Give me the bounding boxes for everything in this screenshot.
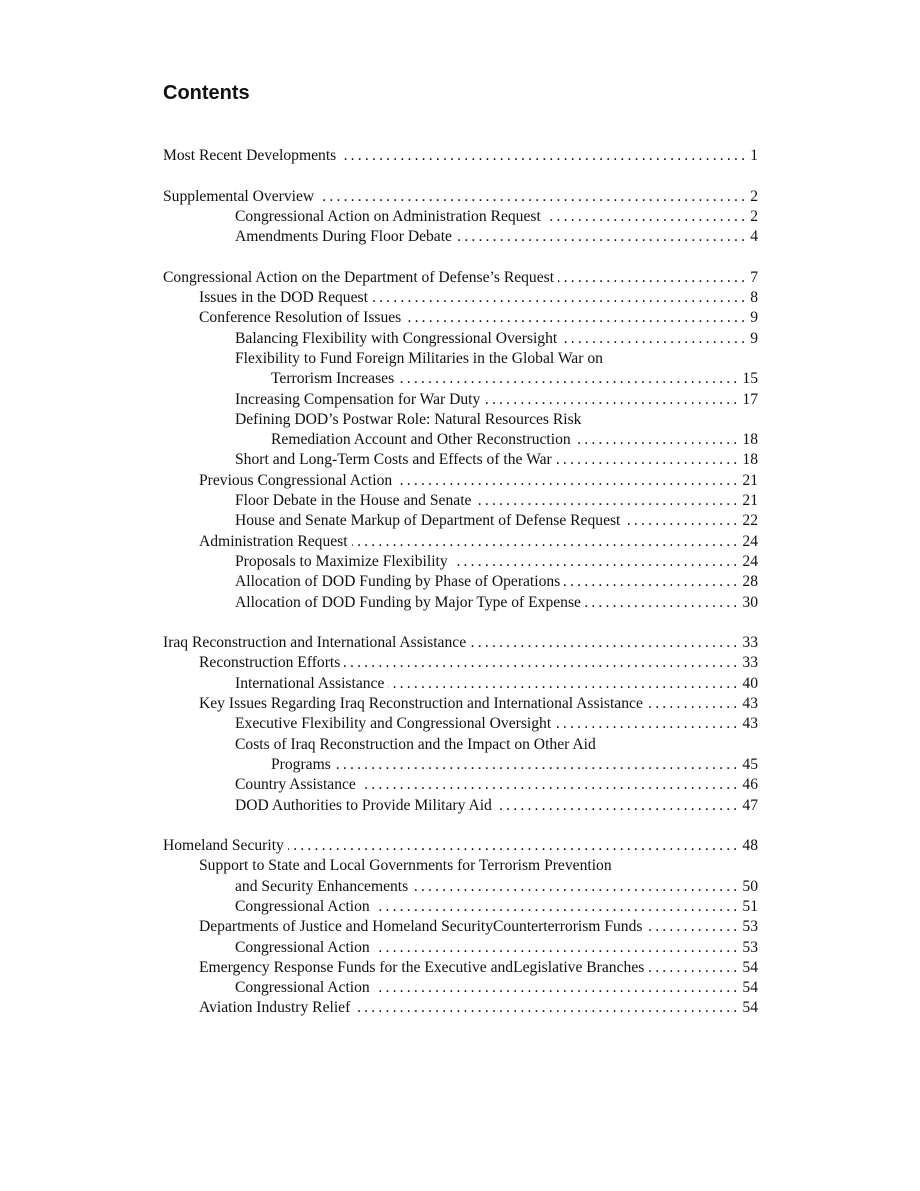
dot-leader bbox=[340, 146, 748, 166]
toc-entry-title: Conference Resolution of Issues bbox=[199, 309, 402, 327]
toc-entry-title: Departments of Justice and Homeland SecurityCounterterrorism Funds bbox=[199, 918, 643, 936]
dot-leader bbox=[344, 653, 740, 673]
toc-entry-page: 53 bbox=[742, 938, 758, 956]
toc-entry-title: Reconstruction Efforts bbox=[199, 654, 341, 672]
toc-entry-title: and Security Enhancements bbox=[235, 877, 409, 895]
dot-leader bbox=[374, 978, 741, 998]
dot-leader bbox=[585, 593, 740, 613]
toc-entry-page: 54 bbox=[742, 958, 758, 976]
dot-leader bbox=[575, 430, 741, 450]
toc-entry-page: 8 bbox=[750, 289, 758, 307]
table-of-contents bbox=[163, 146, 758, 1019]
dot-leader bbox=[360, 775, 741, 795]
toc-entry-page: 4 bbox=[750, 228, 758, 246]
toc-entry-page: 15 bbox=[742, 370, 758, 388]
toc-entry[interactable] bbox=[163, 227, 758, 247]
toc-entry[interactable] bbox=[163, 958, 758, 978]
dot-leader bbox=[646, 917, 740, 937]
toc-entry-title: Congressional Action bbox=[235, 938, 370, 956]
toc-entry-title: Congressional Action on the Department of Defense’s Request bbox=[163, 268, 555, 286]
toc-entry-page: 46 bbox=[742, 776, 758, 794]
toc-entry-title: DOD Authorities to Provide Military Aid bbox=[235, 796, 492, 814]
toc-entry-page: 33 bbox=[742, 634, 758, 652]
toc-entry-page: 43 bbox=[742, 715, 758, 733]
dot-leader bbox=[318, 187, 748, 207]
toc-entry[interactable] bbox=[163, 897, 758, 917]
toc-entry[interactable] bbox=[163, 796, 758, 816]
toc-entry-page: 43 bbox=[742, 695, 758, 713]
dot-leader bbox=[561, 329, 748, 349]
dot-leader bbox=[475, 491, 740, 511]
toc-entry[interactable] bbox=[163, 268, 758, 288]
dot-leader bbox=[555, 714, 740, 734]
toc-entry-title: Terrorism Increases bbox=[271, 370, 395, 388]
toc-entry[interactable] bbox=[163, 694, 758, 714]
toc-entry-title: Supplemental Overview bbox=[163, 187, 315, 205]
toc-entry-page: 21 bbox=[742, 471, 758, 489]
dot-leader bbox=[624, 511, 740, 531]
toc-entry-title: Most Recent Developments bbox=[163, 147, 337, 164]
toc-entry-title: Increasing Compensation for War Duty bbox=[235, 390, 481, 408]
toc-entry-page: 24 bbox=[742, 532, 758, 550]
toc-entry-page: 9 bbox=[750, 329, 758, 347]
toc-entry-page: 2 bbox=[750, 187, 758, 205]
toc-entry[interactable] bbox=[163, 471, 758, 491]
toc-entry-title: Congressional Action on Administration Request bbox=[235, 207, 541, 225]
toc-entry[interactable] bbox=[163, 532, 758, 552]
toc-entry-title: Amendments During Floor Debate bbox=[235, 228, 452, 246]
toc-entry-title: Executive Flexibility and Congressional Oversight bbox=[235, 715, 552, 733]
toc-entry-page: 50 bbox=[742, 877, 758, 895]
toc-entry-title: Allocation of DOD Funding by Phase of Operations bbox=[235, 573, 561, 591]
toc-entry[interactable] bbox=[163, 450, 758, 470]
dot-leader bbox=[374, 897, 741, 917]
toc-entry-title: House and Senate Markup of Department of Defense Request bbox=[235, 512, 621, 530]
toc-entry-page: 51 bbox=[742, 897, 758, 915]
toc-entry-title: Allocation of DOD Funding by Major Type of Expense bbox=[235, 593, 581, 611]
toc-entry[interactable] bbox=[163, 674, 758, 694]
dot-leader bbox=[484, 390, 740, 410]
toc-entry-page: 47 bbox=[742, 796, 758, 814]
toc-entry[interactable] bbox=[163, 187, 758, 207]
toc-entry-page: 7 bbox=[750, 268, 758, 286]
toc-entry-title: Aviation Industry Relief bbox=[199, 999, 351, 1017]
toc-entry-title: Emergency Response Funds for the Executive andLegislative Branches bbox=[199, 958, 645, 976]
toc-entry-title: International Assistance bbox=[235, 674, 385, 692]
toc-entry-page: 28 bbox=[742, 573, 758, 591]
toc-entry[interactable] bbox=[163, 714, 758, 734]
dot-leader bbox=[647, 694, 741, 714]
toc-entry-page: 45 bbox=[742, 755, 758, 773]
dot-leader bbox=[396, 471, 740, 491]
toc-entry[interactable] bbox=[163, 430, 758, 450]
toc-entry[interactable] bbox=[163, 308, 758, 328]
toc-entry-title: Administration Request bbox=[199, 532, 348, 550]
dot-leader bbox=[496, 796, 741, 816]
toc-entry[interactable] bbox=[163, 369, 758, 389]
dot-leader bbox=[412, 877, 740, 897]
toc-entry-page: 9 bbox=[750, 309, 758, 327]
toc-entry[interactable] bbox=[163, 998, 758, 1018]
toc-entry-title: Iraq Reconstruction and International Assistance bbox=[163, 634, 467, 652]
toc-entry[interactable] bbox=[163, 491, 758, 511]
toc-entry-page: 24 bbox=[742, 552, 758, 570]
toc-entry[interactable] bbox=[163, 938, 758, 958]
toc-entry[interactable] bbox=[163, 390, 758, 410]
dot-leader bbox=[564, 572, 740, 592]
dot-leader bbox=[335, 755, 741, 775]
toc-entry[interactable] bbox=[163, 633, 758, 653]
toc-entry-page: 33 bbox=[742, 654, 758, 672]
toc-entry[interactable] bbox=[163, 329, 758, 349]
toc-entry[interactable] bbox=[163, 572, 758, 592]
toc-entry-title: Previous Congressional Action bbox=[199, 471, 393, 489]
toc-entry-page: 1 bbox=[750, 147, 758, 164]
toc-entry[interactable] bbox=[163, 288, 758, 308]
toc-entry-title: Programs bbox=[271, 755, 331, 773]
toc-entry[interactable] bbox=[163, 755, 758, 775]
toc-entry[interactable] bbox=[163, 207, 758, 227]
dot-leader bbox=[352, 532, 741, 552]
page-title: Contents bbox=[163, 82, 250, 104]
toc-entry-page: 17 bbox=[742, 390, 758, 408]
toc-entry-page: 18 bbox=[742, 431, 758, 449]
toc-entry-page: 54 bbox=[742, 999, 758, 1017]
toc-entry[interactable] bbox=[163, 552, 758, 572]
toc-entry-title: Proposals to Maximize Flexibility bbox=[235, 552, 448, 570]
toc-entry-page: 21 bbox=[742, 492, 758, 510]
toc-entry[interactable] bbox=[163, 653, 758, 673]
toc-entry[interactable] bbox=[163, 877, 758, 897]
toc-entry[interactable] bbox=[163, 511, 758, 531]
toc-entry[interactable] bbox=[163, 775, 758, 795]
toc-entry[interactable] bbox=[163, 978, 758, 998]
toc-entry-title: Key Issues Regarding Iraq Reconstruction and International Assistance bbox=[199, 695, 643, 713]
toc-entry-page: 30 bbox=[742, 593, 758, 611]
toc-entry-page: 18 bbox=[742, 451, 758, 469]
toc-entry-title: Country Assistance bbox=[235, 776, 356, 794]
toc-entry-page: 22 bbox=[742, 512, 758, 530]
toc-entry-title-line1[interactable]: Flexibility to Fund Foreign Militaries in the Global War on bbox=[235, 349, 603, 367]
toc-entry-page: 48 bbox=[742, 837, 758, 855]
toc-entry-title: Congressional Action bbox=[235, 979, 370, 997]
toc-entry-title-line1[interactable]: Costs of Iraq Reconstruction and the Impact on Other Aid bbox=[235, 735, 596, 753]
toc-entry-title-line1[interactable]: Support to State and Local Governments for Terrorism Prevention bbox=[199, 857, 612, 875]
dot-leader bbox=[372, 288, 748, 308]
dot-leader bbox=[545, 207, 748, 227]
toc-entry[interactable] bbox=[163, 593, 758, 613]
dot-leader bbox=[470, 633, 740, 653]
toc-entry-title: Homeland Security bbox=[163, 837, 284, 855]
toc-entry-title: Short and Long-Term Costs and Effects of the War bbox=[235, 451, 552, 469]
toc-entry-page: 53 bbox=[742, 918, 758, 936]
dot-leader bbox=[374, 938, 741, 958]
toc-entry-page: 2 bbox=[750, 207, 758, 225]
dot-leader bbox=[398, 369, 740, 389]
dot-leader bbox=[648, 958, 740, 978]
toc-entry-title-line1[interactable]: Defining DOD’s Postwar Role: Natural Resources Risk bbox=[235, 410, 582, 428]
toc-entry-title: Balancing Flexibility with Congressional Oversight bbox=[235, 329, 558, 347]
dot-leader bbox=[558, 268, 748, 288]
dot-leader bbox=[354, 998, 740, 1018]
dot-leader bbox=[405, 308, 748, 328]
toc-entry[interactable] bbox=[163, 836, 758, 856]
toc-entry-title: Issues in the DOD Request bbox=[199, 289, 368, 307]
toc-entry[interactable] bbox=[163, 146, 758, 166]
dot-leader bbox=[288, 836, 741, 856]
dot-leader bbox=[556, 450, 741, 470]
dot-leader bbox=[388, 674, 740, 694]
toc-entry[interactable] bbox=[163, 917, 758, 937]
toc-entry-title: Congressional Action bbox=[235, 897, 370, 915]
dot-leader bbox=[452, 552, 741, 572]
toc-entry-title: Remediation Account and Other Reconstruction bbox=[271, 431, 571, 449]
dot-leader bbox=[456, 227, 748, 247]
toc-entry-title: Floor Debate in the House and Senate bbox=[235, 492, 472, 510]
toc-entry-page: 40 bbox=[742, 674, 758, 692]
toc-entry-page: 54 bbox=[742, 979, 758, 997]
